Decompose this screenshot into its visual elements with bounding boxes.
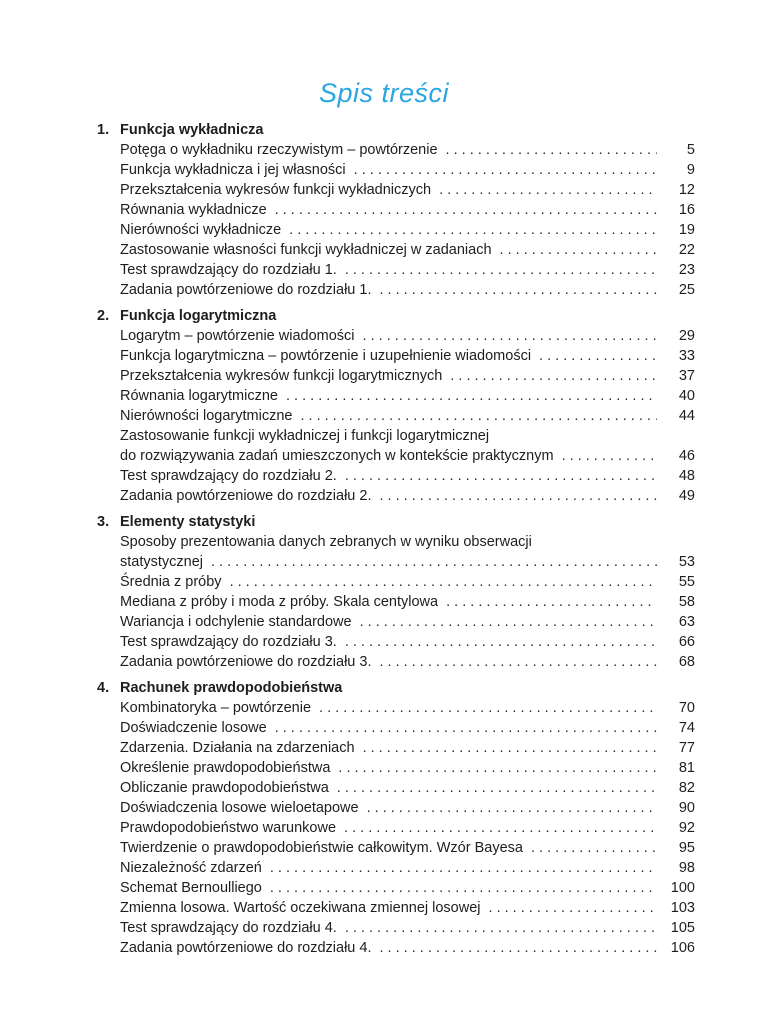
toc-entry-page: 33 [678,348,695,364]
dot-leader [379,486,657,506]
toc-entry-title: Zmienna losowa. Wartość oczekiwana zmiennej losowej [120,900,481,916]
toc-entry[interactable] [120,446,695,466]
dot-leader [450,366,657,386]
chapter [97,512,695,672]
toc-entry-title: Doświadczenie losowe [120,720,267,736]
toc-entry-title: Funkcja logarytmiczna – powtórzenie i uzupełnienie wiadomości [120,348,532,364]
toc-entry[interactable] [120,718,695,738]
dot-leader [379,280,657,300]
toc-entry-page: 40 [678,388,695,404]
toc-entry[interactable] [120,938,695,958]
toc-entry[interactable] [120,898,695,918]
toc-entry-title: Schemat Bernoulliego [120,880,262,896]
dot-leader [379,938,657,958]
toc-entry-page: 74 [678,720,695,736]
dot-leader [345,918,657,938]
toc-entry-page: 70 [678,700,695,716]
toc-entry-page: 92 [678,820,695,836]
dot-leader [270,878,657,898]
toc-entry[interactable] [120,632,695,652]
dot-leader [446,592,657,612]
chapter-number: 1. [97,122,110,138]
toc-entry-page: 105 [670,920,695,936]
toc-entry-page: 90 [678,800,695,816]
toc-entry-page: 16 [678,202,695,218]
toc-entry[interactable] [120,180,695,200]
dot-leader [367,798,657,818]
toc-entry-page: 103 [670,900,695,916]
toc-entry[interactable] [120,778,695,798]
page-title: Spis treści [318,78,450,108]
dot-leader [338,758,657,778]
toc-entry[interactable] [120,240,695,260]
dot-leader [363,738,657,758]
toc-entry-title: Sposoby prezentowania danych zebranych w wyniku obserwacji [120,534,532,550]
toc-entry-title: Niezależność zdarzeń [120,860,262,876]
toc-entry-title: Zdarzenia. Działania na zdarzeniach [120,740,355,756]
toc-entry-page: 95 [678,840,695,856]
toc-entry[interactable] [120,532,695,552]
dot-leader [379,652,657,672]
toc-entry-title: Test sprawdzający do rozdziału 4. [120,920,337,936]
toc-entry[interactable] [120,572,695,592]
toc-entry-page: 5 [686,142,695,158]
dot-leader [319,698,657,718]
chapter-number: 2. [97,308,110,324]
dot-leader [230,572,657,592]
chapter-heading[interactable] [97,120,695,140]
toc-entry-title: Zadania powtórzeniowe do rozdziału 1. [120,282,372,298]
toc-entry[interactable] [120,220,695,240]
toc-entry-title: Zadania powtórzeniowe do rozdziału 3. [120,654,372,670]
toc-entry[interactable] [120,140,695,160]
dot-leader [275,718,657,738]
toc-entry[interactable] [120,260,695,280]
toc-entry[interactable] [120,878,695,898]
toc-entry-title: Kombinatoryka – powtórzenie [120,700,312,716]
toc-entry-page: 68 [678,654,695,670]
toc-entry-page: 44 [678,408,695,424]
toc-entry[interactable] [120,406,695,426]
toc-entry[interactable] [120,466,695,486]
toc-entry-page: 106 [670,940,695,956]
chapter-heading[interactable] [97,512,695,532]
toc-entry-page: 12 [678,182,695,198]
toc-entry-page: 100 [670,880,695,896]
toc-entry-page: 77 [678,740,695,756]
toc-entry-title: Przekształcenia wykresów funkcji wykładniczych [120,182,432,198]
table-of-contents [97,120,695,964]
dot-leader [446,140,657,160]
dot-leader [345,260,657,280]
chapter-title: Elementy statystyki [120,514,256,530]
toc-entry[interactable] [120,386,695,406]
toc-entry-page: 55 [678,574,695,590]
toc-entry-page: 23 [678,262,695,278]
dot-leader [363,326,657,346]
dot-leader [270,858,657,878]
toc-entry-page: 82 [678,780,695,796]
toc-entry-title: Zadania powtórzeniowe do rozdziału 2. [120,488,372,504]
dot-leader [275,200,657,220]
toc-entry-title: Nierówności logarytmiczne [120,408,293,424]
dot-leader [344,818,657,838]
toc-entry-title: do rozwiązywania zadań umieszczonych w kontekście praktycznym [120,448,554,464]
chapter-title: Funkcja wykładnicza [120,122,264,138]
toc-entry-title: Mediana z próby i moda z próby. Skala centylowa [120,594,439,610]
toc-entry-title: Określenie prawdopodobieństwa [120,760,331,776]
toc-entry-page: 29 [678,328,695,344]
toc-entry-page: 66 [678,634,695,650]
toc-entry-page: 53 [678,554,695,570]
toc-entry[interactable] [120,426,695,446]
toc-entry-page: 48 [678,468,695,484]
chapter-title: Rachunek prawdopodobieństwa [120,680,343,696]
toc-entry-title: Średnia z próby [120,574,222,590]
toc-entry-title: Logarytm – powtórzenie wiadomości [120,328,355,344]
toc-entry-page: 63 [678,614,695,630]
toc-entry-title: Twierdzenie o prawdopodobieństwie całkowitym. Wzór Bayesa [120,840,523,856]
dot-leader [286,386,657,406]
dot-leader [354,160,657,180]
toc-entry-page: 37 [678,368,695,384]
dot-leader [337,778,657,798]
dot-leader [539,346,657,366]
toc-entry-title: Zadania powtórzeniowe do rozdziału 4. [120,940,372,956]
chapter [97,678,695,958]
toc-entry-title: Równania wykładnicze [120,202,267,218]
toc-entry-page: 98 [678,860,695,876]
toc-entry-title: statystycznej [120,554,203,570]
dot-leader [300,406,657,426]
toc-entry[interactable] [120,758,695,778]
toc-entry-page: 58 [678,594,695,610]
toc-entry-title: Funkcja wykładnicza i jej własności [120,162,346,178]
toc-entry-page: 22 [678,242,695,258]
toc-entry-page: 9 [686,162,695,178]
toc-entry[interactable] [120,326,695,346]
toc-entry[interactable] [120,366,695,386]
dot-leader [489,898,657,918]
toc-entry[interactable] [120,798,695,818]
toc-entry[interactable] [120,652,695,672]
toc-entry-title: Równania logarytmiczne [120,388,278,404]
toc-entry[interactable] [120,918,695,938]
toc-entry-title: Test sprawdzający do rozdziału 1. [120,262,337,278]
toc-entry-page: 19 [678,222,695,238]
chapter-title: Funkcja logarytmiczna [120,308,277,324]
toc-entry[interactable] [120,592,695,612]
toc-entry[interactable] [120,160,695,180]
toc-entry[interactable] [120,858,695,878]
toc-entry[interactable] [120,738,695,758]
chapter-heading[interactable] [97,678,695,698]
chapter [97,306,695,506]
toc-entry-title: Test sprawdzający do rozdziału 3. [120,634,337,650]
toc-entry-title: Wariancja i odchylenie standardowe [120,614,352,630]
toc-entry[interactable] [120,346,695,366]
toc-entry[interactable] [120,200,695,220]
toc-entry[interactable] [120,612,695,632]
dot-leader [360,612,657,632]
toc-entry-page: 25 [678,282,695,298]
toc-entry-title: Potęga o wykładniku rzeczywistym – powtórzenie [120,142,438,158]
dot-leader [345,632,657,652]
chapter-number: 3. [97,514,110,530]
dot-leader [562,446,657,466]
toc-entry-page: 49 [678,488,695,504]
toc-entry-title: Przekształcenia wykresów funkcji logarytmicznych [120,368,443,384]
dot-leader [500,240,657,260]
dot-leader [531,838,657,858]
toc-entry-title: Prawdopodobieństwo warunkowe [120,820,337,836]
toc-entry-title: Doświadczenia losowe wieloetapowe [120,800,359,816]
toc-entry[interactable] [120,552,695,572]
toc-entry[interactable] [120,280,695,300]
dot-leader [439,180,657,200]
chapter-number: 4. [97,680,110,696]
toc-entry[interactable] [120,838,695,858]
dot-leader [345,466,657,486]
dot-leader [289,220,657,240]
toc-entry-title: Obliczanie prawdopodobieństwa [120,780,329,796]
toc-entry[interactable] [120,486,695,506]
toc-entry-title: Nierówności wykładnicze [120,222,282,238]
toc-entry-page: 81 [678,760,695,776]
chapter [97,120,695,300]
toc-entry[interactable] [120,818,695,838]
toc-entry-title: Zastosowanie własności funkcji wykładniczej w zadaniach [120,242,492,258]
toc-entry-title: Zastosowanie funkcji wykładniczej i funkcji logarytmicznej [120,428,490,444]
toc-entry-page: 46 [678,448,695,464]
dot-leader [211,552,657,572]
toc-entry[interactable] [120,698,695,718]
chapter-heading[interactable] [97,306,695,326]
toc-entry-title: Test sprawdzający do rozdziału 2. [120,468,337,484]
